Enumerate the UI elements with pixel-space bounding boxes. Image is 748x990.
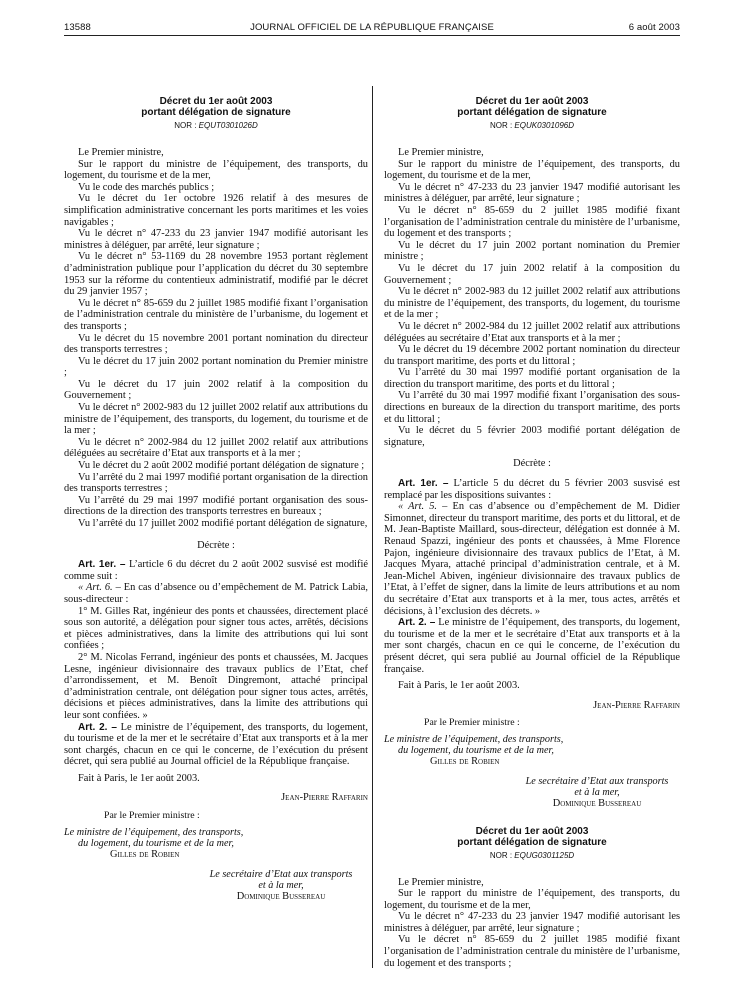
visa-paragraph: Vu le décret du 17 juin 2002 portant nomination du Premier ministre ; <box>384 239 680 263</box>
visa-paragraph: Vu le décret n° 85-659 du 2 juillet 1985 modifié fixant l’organisation de l’administration centrale du ministère de l’urbanisme, du logement et des transports ; <box>64 297 368 332</box>
visa-paragraph: Vu le décret du 19 décembre 2002 portant nomination du directeur du transport maritime, des ports et du littoral ; <box>384 344 680 367</box>
minister-title-line2: du logement, du tourisme et de la mer, <box>398 745 554 757</box>
article-2-label: Art. 2. – <box>78 721 117 733</box>
visa-paragraph: Vu le décret n° 2002-984 du 12 juillet 2002 relatif aux attributions déléguées au secrétaire d’Etat aux transports et à la mer ; <box>384 320 680 344</box>
article-5-text: En cas d’absence ou d’empêchement de M. Didier Simonnet, directeur du transport maritime, des ports et du littoral, et de M. Jean-Baptiste Maillard, sous-directeur, délégation est donnée à M. Renaud Spazzi, ingénieur des ponts et chaussées, à Mme Florence Pajon, ingénieure divisionnaire des travaux publics de l’Etat, à M. Jacques Myara, attaché principal d’administration centrale, et à M. Jean-Michel Abiven, ingénieur divisionnaire des travaux publics de l’Etat, à l’effet de signer, dans la limite de leurs attributions et au nom du secrétaire d’Etat aux transports et à la mer, tous actes, arrêtés et décisions, à l’exclusion des décrets. » <box>384 501 680 617</box>
visas-list <box>384 147 680 448</box>
decrete-heading: Décrète : <box>197 539 235 551</box>
visa-paragraph: Vu le décret du 17 juin 2002 relatif à la composition du Gouvernement ; <box>64 378 368 402</box>
pm-signature: Jean-Pierre Raffarin <box>281 792 368 804</box>
nor-reference <box>64 121 368 131</box>
minister-signature: Gilles de Robien <box>430 756 500 768</box>
nor-label: NOR : <box>489 850 515 860</box>
article-1-text: L’article 5 du décret du 5 février 2003 susvisé est remplacé par les dispositions suivantes : <box>384 478 680 501</box>
decree-title-line1: Décret du 1er août 2003 <box>475 825 589 837</box>
article-2 <box>64 722 368 768</box>
visa-paragraph: Vu l’arrêté du 17 juillet 2002 modifié portant délégation de signature, <box>78 518 368 529</box>
article-6 <box>64 582 368 605</box>
article-2-label: Art. 2. – <box>398 617 436 629</box>
visa-paragraph: Vu le décret du 17 juin 2002 portant nomination du Premier ministre ; <box>64 355 368 379</box>
secretary-signature: Dominique Bussereau <box>236 890 326 902</box>
nor-code: EQUG0301125D <box>514 850 575 860</box>
premier-ministre-line: Le Premier ministre, <box>78 147 164 158</box>
visa-paragraph: Vu l’arrêté du 30 mai 1997 modifié fixant l’organisation des sous-directions en bureaux de la direction du transport maritime, des ports et du littoral ; <box>384 390 680 425</box>
visa-paragraph: Vu le décret n° 2002-983 du 12 juillet 2002 relatif aux attributions du ministre de l’équipement, des transports, du logement, du tourisme et de la mer ; <box>384 286 680 321</box>
visa-paragraph: Vu le décret n° 2002-983 du 12 juillet 2002 relatif aux attributions du ministre de l’équipement, des transports, du logement, du tourisme et de la mer ; <box>64 402 368 437</box>
article-5 <box>384 501 680 617</box>
secretary-title-line1: Le secrétaire d’Etat aux transports <box>525 775 669 787</box>
visa-paragraph: Vu le décret n° 47-233 du 23 janvier 1947 modifié autorisant les ministres à déléguer, par arrêté, leur signature ; <box>384 911 680 934</box>
fait-a-paris: Fait à Paris, le 1er août 2003. <box>398 680 520 692</box>
decree-block-1 <box>384 96 680 810</box>
nor-code: EQUK0301096D <box>514 121 575 130</box>
visa-paragraph: Vu l’arrêté du 30 mai 1997 modifié portant organisation de la direction du transport maritime, des ports et du littoral ; <box>384 367 680 390</box>
decree-title <box>64 96 368 118</box>
visa-paragraph: Vu le code des marchés publics ; <box>78 181 215 193</box>
visa-paragraph: Vu le décret n° 85-659 du 2 juillet 1985 modifié fixant l’organisation de l’administration centrale du ministère de l’urbanisme, du logement et des transports ; <box>384 204 680 240</box>
article-6-item-1: 1° M. Gilles Rat, ingénieur des ponts et chaussées, directement placé sous son autorité, a délégation pour signer tous actes, arrêtés, décisions et pièces administratives, dans la limite des attributions qui lui sont confiées ; <box>64 605 368 652</box>
visa-paragraph: Vu le décret du 1er octobre 1926 relatif à des mesures de simplification administrative concernant les ports maritimes et les voies navigables ; <box>64 193 368 228</box>
secretary-title-line2: et à la mer, <box>258 879 304 891</box>
visa-paragraph: Vu le décret n° 2002-984 du 12 juillet 2002 relatif aux attributions déléguées au secrétaire d’Etat aux transports et à la mer ; <box>64 436 368 460</box>
decree-title <box>384 826 680 848</box>
nor-reference <box>384 121 680 131</box>
article-1-text: L’article 6 du décret du 2 août 2002 susvisé est modifié comme suit : <box>64 559 368 582</box>
page-number: 13588 <box>64 22 91 33</box>
visa-paragraph: Vu le décret n° 53-1169 du 28 novembre 1953 portant règlement d’administration publique pour l’application du décret du 30 septembre 1953 sur la réforme du contentieux administratif, modifié par le décret du 29 janvier 1957 ; <box>64 251 368 298</box>
visas-list <box>384 877 680 970</box>
par-premier-ministre: Par le Premier ministre : <box>104 810 200 822</box>
visa-paragraph: Vu le décret n° 85-659 du 2 juillet 1985 modifié fixant l’organisation de l’administration centrale du ministère de l’urbanisme, du logement et des transports ; <box>384 934 680 969</box>
nor-reference <box>384 851 680 861</box>
visa-paragraph: Sur le rapport du ministre de l’équipement, des transports, du logement, du tourisme et de la mer, <box>384 888 680 911</box>
visa-paragraph: Sur le rapport du ministre de l’équipement, des transports, du logement, du tourisme et de la mer, <box>384 158 680 182</box>
decree-title-line1: Décret du 1er août 2003 <box>159 96 273 107</box>
visas-list <box>64 147 368 530</box>
minister-title-line1: Le ministre de l’équipement, des transports, <box>64 827 244 839</box>
article-1 <box>64 559 368 582</box>
secretary-title-line1: Le secrétaire d’Etat aux transports <box>209 868 353 880</box>
issue-date: 6 août 2003 <box>628 22 680 33</box>
article-2-text: Le ministre de l’équipement, des transports, du logement, du tourisme et de la mer et le secrétaire d’Etat aux transports et à la mer sont chargés, chacun en ce qui le concerne, de l’exécution du présent décret, qui sera publié au Journal officiel de la République française. <box>64 721 368 768</box>
minister-title-line2: du logement, du tourisme et de la mer, <box>78 838 234 850</box>
left-column <box>64 96 368 902</box>
minister-title-line1: Le ministre de l’équipement, des transports, <box>384 734 564 746</box>
nor-label: NOR : <box>489 121 515 130</box>
article-5-label: « Art. 5. – <box>398 501 448 513</box>
article-1 <box>384 478 680 501</box>
visa-paragraph: Vu le décret du 15 novembre 2001 portant nomination du directeur des transports terrestres ; <box>64 332 368 356</box>
visa-paragraph: Vu l’arrêté du 2 mai 1997 modifié portant organisation de la direction des transports terrestres ; <box>64 471 368 495</box>
visa-paragraph: Vu le décret n° 47-233 du 23 janvier 1947 modifié autorisant les ministres à déléguer, par arrêté, leur signature ; <box>64 228 368 251</box>
premier-ministre-line: Le Premier ministre, <box>398 147 484 158</box>
column-divider <box>372 86 373 968</box>
visa-paragraph: Vu le décret du 2 août 2002 modifié portant délégation de signature ; <box>78 460 365 472</box>
nor-code: EQUT0301026D <box>198 121 258 130</box>
article-6-label: « Art. 6. – <box>78 582 121 594</box>
par-premier-ministre: Par le Premier ministre : <box>424 717 520 729</box>
decree-title-line1: Décret du 1er août 2003 <box>475 96 589 107</box>
decree-title-line2: portant délégation de signature <box>457 836 607 848</box>
secretary-signature: Dominique Bussereau <box>552 797 642 809</box>
article-1-label: Art. 1er. – <box>398 478 449 490</box>
fait-a-paris: Fait à Paris, le 1er août 2003. <box>78 772 200 784</box>
pm-signature: Jean-Pierre Raffarin <box>593 699 680 711</box>
visa-paragraph: Sur le rapport du ministre de l’équipement, des transports, du logement, du tourisme et de la mer, <box>64 158 368 182</box>
article-6-text: En cas d’absence ou d’empêchement de M. Patrick Labia, sous-directeur : <box>64 582 368 605</box>
decree-block-2 <box>384 826 680 970</box>
header-rule <box>64 35 680 36</box>
article-1-label: Art. 1er. – <box>78 559 126 571</box>
journal-title: JOURNAL OFFICIEL DE LA RÉPUBLIQUE FRANÇAISE <box>250 22 494 33</box>
visa-paragraph: Vu l’arrêté du 29 mai 1997 modifié portant organisation des sous-directions de la direction des transports terrestres en bureaux ; <box>64 494 368 518</box>
nor-label: NOR : <box>174 121 199 130</box>
article-2 <box>384 617 680 675</box>
decree-title-line2: portant délégation de signature <box>457 107 607 118</box>
premier-ministre-line: Le Premier ministre, <box>398 876 484 888</box>
decree-title <box>384 96 680 118</box>
decree-title-line2: portant délégation de signature <box>141 107 291 118</box>
decrete-heading: Décrète : <box>513 458 551 470</box>
minister-signature: Gilles de Robien <box>110 849 180 861</box>
page-header <box>64 22 680 36</box>
article-2-text: Le ministre de l’équipement, des transports, du logement, du tourisme et de la mer et le secrétaire d’Etat aux transports et à la mer sont chargés, chacun en ce qui le concerne, de l’exécution du présent décret, qui sera publié au Journal officiel de la République française. <box>384 617 680 675</box>
visa-paragraph: Vu le décret du 5 février 2003 modifié portant délégation de signature, <box>384 425 680 448</box>
visa-paragraph: Vu le décret n° 47-233 du 23 janvier 1947 modifié autorisant les ministres à déléguer, par arrêté, leur signature ; <box>384 181 680 205</box>
article-6-item-2: 2° M. Nicolas Ferrand, ingénieur des ponts et chaussées, M. Jacques Lesne, ingénieur divisionnaire des travaux publics de l’Etat, chef d’arrondissement, et M. Benoît Dingremont, attaché principal d’administration centrale, ont délégation pour signer tous actes, arrêtés, décisions et pièces administratives, dans la limite des attributions qui leur sont confiées. » <box>64 651 368 721</box>
visa-paragraph: Vu le décret du 17 juin 2002 relatif à la composition du Gouvernement ; <box>384 262 680 286</box>
right-column <box>384 96 680 985</box>
secretary-title-line2: et à la mer, <box>574 786 620 798</box>
